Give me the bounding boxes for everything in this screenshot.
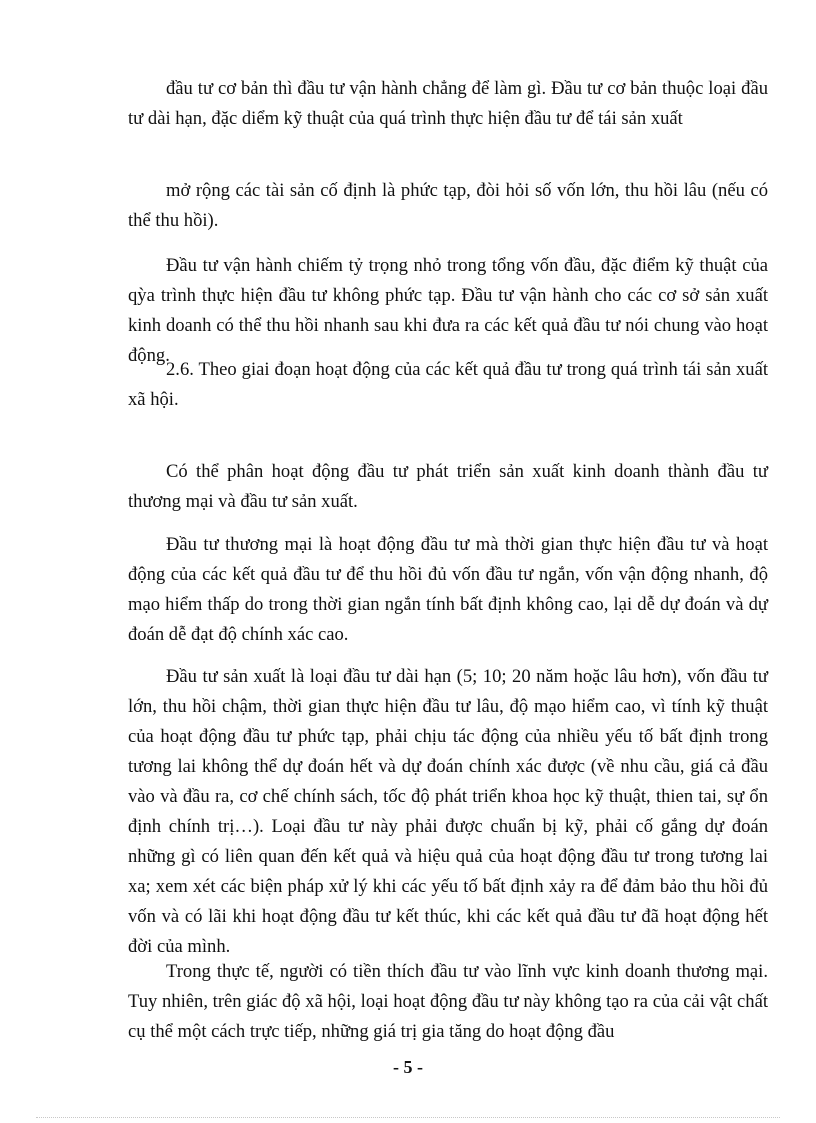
page-bottom-divider [36,1117,780,1118]
paragraph-1: đầu tư cơ bản thì đầu tư vận hành chẳng để làm gì. Đầu tư cơ bản thuộc loại đầu tư dài hạn, đặc diểm kỹ thuật của quá trình thực hiện đầu tư để tái sản xuất [128,78,768,129]
section-heading-2-6: 2.6. Theo giai đoạn hoạt động của các kết quả đầu tư trong quá trình tái sản xuất xã hội. [128,359,768,410]
paragraph-5: Có thể phân hoạt động đầu tư phát triển sản xuất kinh doanh thành đầu tư thương mại và đầu tư sản xuất. [128,461,768,512]
paragraph-6: Đầu tư thương mại là hoạt động đầu tư mà thời gian thực hiện đầu tư và hoạt động của các kết quả đầu tư để thu hồi đủ vốn đầu tư ngắn, vốn vận động nhanh, độ mạo hiểm thấp do trong thời gian ngắn tính bất định không cao, lại dễ dự đoán và dự đoán dễ đạt độ chính xác cao. [128,534,768,645]
paragraph-7: Đầu tư sản xuất là loại đầu tư dài hạn (5; 10; 20 năm hoặc lâu hơn), vốn đầu tư lớn, thu hồi chậm, thời gian thực hiện đầu tư lâu, độ mạo hiểm cao, vì tính kỹ thuật của hoạt động đầu tư phức tạp, phải chịu tác động của nhiều yếu tố bất định trong tương lai không thể dự đoán hết và dự đoán chính xác được (về nhu cầu, giá cả đầu vào và đầu ra, cơ chế chính sách, tốc độ phát triển khoa học kỹ thuật, thien tai, sự ổn định chính trị…). Loại đầu tư này phải được chuẩn bị kỹ, phải cố gắng dự đoán những gì có liên quan đến kết quả và hiệu quả của hoạt động đầu tư trong tương lai xa; xem xét các biện pháp xử lý khi các yếu tố bất định xảy ra để đảm bảo thu hồi đủ vốn và có lãi khi hoạt động đầu tư kết thúc, khi các kết quả đầu tư đã hoạt động hết đời của mình. [128,666,768,957]
paragraph-3: Đầu tư vận hành chiếm tỷ trọng nhỏ trong tổng vốn đầu, đặc điểm kỹ thuật của qỳa trình thực hiện đầu tư không phức tạp. Đầu tư vận hành cho các cơ sở sản xuất kinh doanh có thể thu hồi nhanh sau khi đưa ra các kết quả đầu tư nói chung vào hoạt động. [128,255,768,366]
page-number: - 5 - [393,1057,423,1077]
paragraph-2: mở rộng các tài sản cố định là phức tạp, đòi hỏi số vốn lớn, thu hồi lâu (nếu có thể thu hồi). [128,180,768,231]
paragraph-8: Trong thực tế, người có tiền thích đầu tư vào lĩnh vực kinh doanh thương mại. Tuy nhiên, trên giác độ xã hội, loại hoạt động đầu tư này không tạo ra của cải vật chất cụ thể một cách trực tiếp, những giá trị gia tăng do hoạt động đầu [128,961,768,1042]
